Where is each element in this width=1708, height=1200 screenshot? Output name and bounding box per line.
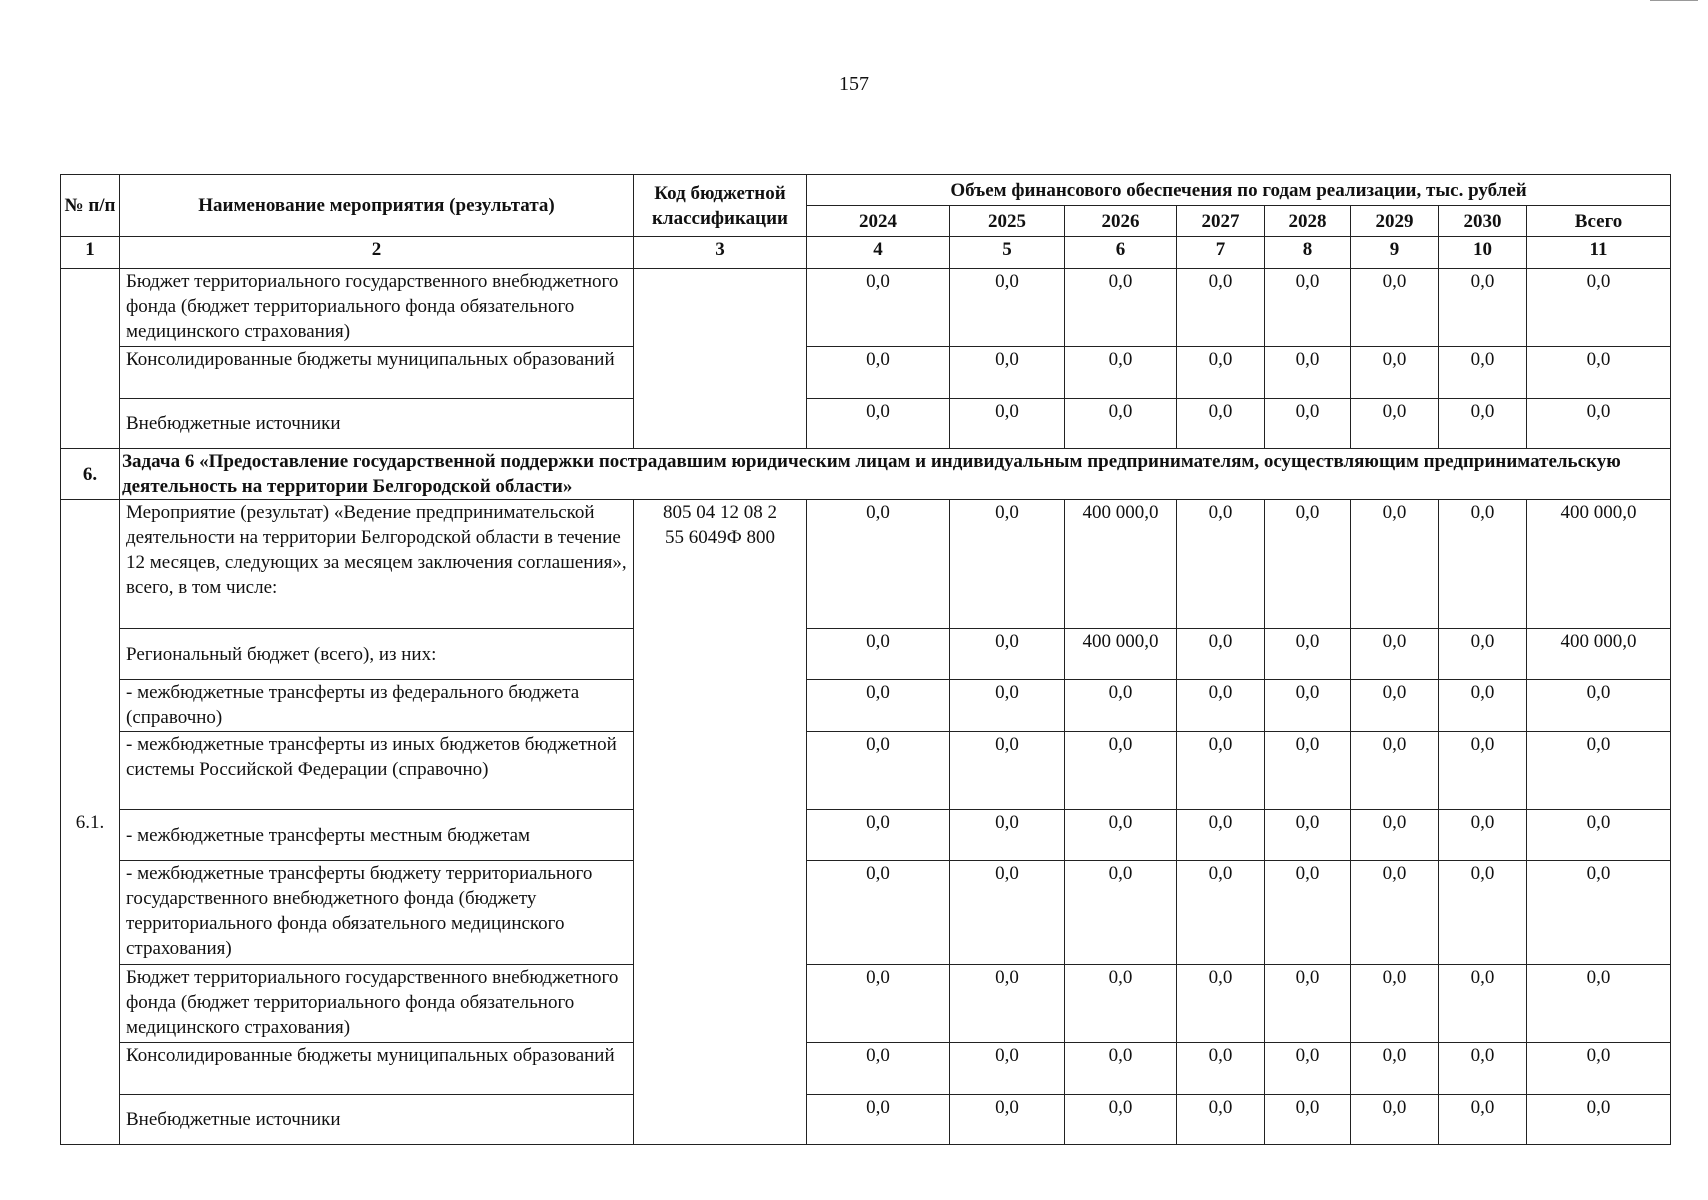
row-name: Внебюджетные источники xyxy=(120,399,634,449)
value-cell: 0,0 xyxy=(807,629,950,680)
table-row xyxy=(61,732,1671,810)
value-cell: 0,0 xyxy=(950,732,1065,810)
value-cell: 0,0 xyxy=(807,680,950,732)
value-cell: 0,0 xyxy=(1065,810,1177,861)
value-cell: 0,0 xyxy=(1439,965,1527,1043)
row-name: - межбюджетные трансферты из федерального бюджета (справочно) xyxy=(120,680,634,732)
value-cell: 0,0 xyxy=(1065,861,1177,965)
value-cell: 0,0 xyxy=(950,500,1065,629)
value-cell: 0,0 xyxy=(1527,1043,1671,1095)
value-cell: 0,0 xyxy=(1527,861,1671,965)
value-cell: 0,0 xyxy=(1351,1095,1439,1145)
value-cell: 0,0 xyxy=(1265,965,1351,1043)
value-cell: 0,0 xyxy=(950,680,1065,732)
value-cell: 0,0 xyxy=(807,861,950,965)
value-cell: 0,0 xyxy=(1527,810,1671,861)
column-number: 9 xyxy=(1351,237,1439,269)
value-cell: 0,0 xyxy=(950,347,1065,399)
header-year: 2030 xyxy=(1439,206,1527,237)
value-cell: 0,0 xyxy=(1265,347,1351,399)
value-cell: 0,0 xyxy=(1351,269,1439,347)
budget-table xyxy=(60,174,1671,1145)
table-row xyxy=(61,965,1671,1043)
value-cell: 0,0 xyxy=(1177,399,1265,449)
value-cell: 0,0 xyxy=(1439,810,1527,861)
value-cell: 0,0 xyxy=(950,629,1065,680)
value-cell: 0,0 xyxy=(1351,629,1439,680)
value-cell: 0,0 xyxy=(1351,1043,1439,1095)
value-cell: 0,0 xyxy=(807,732,950,810)
value-cell: 0,0 xyxy=(1177,965,1265,1043)
value-cell: 0,0 xyxy=(1265,399,1351,449)
value-cell: 0,0 xyxy=(1177,680,1265,732)
value-cell: 0,0 xyxy=(1351,965,1439,1043)
value-cell: 0,0 xyxy=(1177,347,1265,399)
value-cell: 0,0 xyxy=(1265,861,1351,965)
table-row xyxy=(61,1095,1671,1145)
value-cell: 0,0 xyxy=(950,861,1065,965)
column-number-row xyxy=(61,237,1671,269)
value-cell: 400 000,0 xyxy=(1065,629,1177,680)
row-name: Бюджет территориального государственного внебюджетного фонда (бюджет территориального фонда обязательного медицинского страхования) xyxy=(120,269,634,347)
task-number: 6. xyxy=(61,449,120,500)
table-row xyxy=(61,1043,1671,1095)
value-cell: 0,0 xyxy=(1177,629,1265,680)
column-number: 8 xyxy=(1265,237,1351,269)
value-cell: 0,0 xyxy=(950,1043,1065,1095)
header-year: 2026 xyxy=(1065,206,1177,237)
header-code: Код бюджетной классификации xyxy=(634,175,807,237)
value-cell: 0,0 xyxy=(1065,347,1177,399)
value-cell: 0,0 xyxy=(1527,1095,1671,1145)
value-cell: 0,0 xyxy=(1439,861,1527,965)
value-cell: 0,0 xyxy=(1177,861,1265,965)
table-row xyxy=(61,861,1671,965)
value-cell: 0,0 xyxy=(1439,1043,1527,1095)
value-cell: 0,0 xyxy=(1065,399,1177,449)
value-cell: 0,0 xyxy=(1439,629,1527,680)
value-cell: 0,0 xyxy=(1065,680,1177,732)
value-cell: 0,0 xyxy=(1439,1095,1527,1145)
column-number: 2 xyxy=(120,237,634,269)
value-cell: 0,0 xyxy=(1439,680,1527,732)
column-number: 11 xyxy=(1527,237,1671,269)
row-name: Консолидированные бюджеты муниципальных образований xyxy=(120,347,634,399)
value-cell: 0,0 xyxy=(1177,1043,1265,1095)
header-year: 2028 xyxy=(1265,206,1351,237)
value-cell: 0,0 xyxy=(807,269,950,347)
value-cell: 0,0 xyxy=(1351,347,1439,399)
table-row xyxy=(61,500,1671,629)
value-cell: 0,0 xyxy=(1177,732,1265,810)
header-row-1 xyxy=(61,175,1671,206)
table-row xyxy=(61,680,1671,732)
value-cell: 0,0 xyxy=(1351,732,1439,810)
value-cell: 0,0 xyxy=(1177,500,1265,629)
value-cell: 0,0 xyxy=(807,965,950,1043)
header-total: Всего xyxy=(1527,206,1671,237)
table-row xyxy=(61,810,1671,861)
row-name: Бюджет территориального государственного внебюджетного фонда (бюджет территориального фонда обязательного медицинского страхования) xyxy=(120,965,634,1043)
value-cell: 0,0 xyxy=(1265,269,1351,347)
value-cell: 0,0 xyxy=(807,1095,950,1145)
value-cell: 400 000,0 xyxy=(1527,629,1671,680)
value-cell: 0,0 xyxy=(807,810,950,861)
value-cell: 400 000,0 xyxy=(1065,500,1177,629)
value-cell: 0,0 xyxy=(1177,1095,1265,1145)
value-cell: 0,0 xyxy=(1527,965,1671,1043)
value-cell: 0,0 xyxy=(1439,269,1527,347)
corner-rule xyxy=(1650,0,1698,1)
value-cell: 0,0 xyxy=(1065,269,1177,347)
header-num: № п/п xyxy=(61,175,120,237)
header-volume: Объем финансового обеспечения по годам реализации, тыс. рублей xyxy=(807,175,1671,206)
task-title: Задача 6 «Предоставление государственной поддержки пострадавшим юридическим лицам и индивидуальным предпринимателям, осуществляющим предпринимательскую деятельность на территории Белгородской области» xyxy=(120,449,1671,500)
value-cell: 0,0 xyxy=(1351,861,1439,965)
value-cell: 0,0 xyxy=(950,1095,1065,1145)
column-number: 5 xyxy=(950,237,1065,269)
value-cell: 0,0 xyxy=(950,810,1065,861)
value-cell: 400 000,0 xyxy=(1527,500,1671,629)
value-cell: 0,0 xyxy=(1177,810,1265,861)
value-cell: 0,0 xyxy=(1265,1095,1351,1145)
page-number: 157 xyxy=(839,73,869,95)
value-cell: 0,0 xyxy=(1527,399,1671,449)
value-cell: 0,0 xyxy=(1439,500,1527,629)
header-year: 2024 xyxy=(807,206,950,237)
table-row xyxy=(61,399,1671,449)
value-cell: 0,0 xyxy=(1439,732,1527,810)
table-row xyxy=(61,269,1671,347)
value-cell: 0,0 xyxy=(1527,680,1671,732)
column-number: 7 xyxy=(1177,237,1265,269)
value-cell: 0,0 xyxy=(1065,732,1177,810)
row-name: - межбюджетные трансферты бюджету территориального государственного внебюджетного фонда (бюджету территориального фонда обязательного медицинского страхования) xyxy=(120,861,634,965)
column-number: 6 xyxy=(1065,237,1177,269)
value-cell: 0,0 xyxy=(950,269,1065,347)
value-cell: 0,0 xyxy=(1177,269,1265,347)
value-cell: 0,0 xyxy=(1065,1095,1177,1145)
value-cell: 0,0 xyxy=(1265,732,1351,810)
value-cell: 0,0 xyxy=(950,965,1065,1043)
value-cell: 0,0 xyxy=(1351,500,1439,629)
column-number: 1 xyxy=(61,237,120,269)
value-cell: 0,0 xyxy=(1527,732,1671,810)
row-code-empty xyxy=(634,269,807,449)
value-cell: 0,0 xyxy=(807,347,950,399)
value-cell: 0,0 xyxy=(1065,1043,1177,1095)
row-name: Консолидированные бюджеты муниципальных образований xyxy=(120,1043,634,1095)
value-cell: 0,0 xyxy=(1065,965,1177,1043)
column-number: 4 xyxy=(807,237,950,269)
table-row xyxy=(61,629,1671,680)
value-cell: 0,0 xyxy=(1439,399,1527,449)
row-name: Региональный бюджет (всего), из них: xyxy=(120,629,634,680)
row-index-empty xyxy=(61,269,120,449)
value-cell: 0,0 xyxy=(1265,500,1351,629)
task-row xyxy=(61,449,1671,500)
value-cell: 0,0 xyxy=(1527,269,1671,347)
measure-number: 6.1. xyxy=(61,500,120,1145)
value-cell: 0,0 xyxy=(807,399,950,449)
value-cell: 0,0 xyxy=(807,1043,950,1095)
value-cell: 0,0 xyxy=(1439,347,1527,399)
row-name: Внебюджетные источники xyxy=(120,1095,634,1145)
column-number: 10 xyxy=(1439,237,1527,269)
value-cell: 0,0 xyxy=(1265,629,1351,680)
value-cell: 0,0 xyxy=(1265,810,1351,861)
budget-classification-code: 805 04 12 08 2 55 6049Ф 800 xyxy=(634,500,807,1145)
column-number: 3 xyxy=(634,237,807,269)
header-year: 2027 xyxy=(1177,206,1265,237)
value-cell: 0,0 xyxy=(1265,680,1351,732)
value-cell: 0,0 xyxy=(1351,399,1439,449)
table-row xyxy=(61,347,1671,399)
value-cell: 0,0 xyxy=(1527,347,1671,399)
value-cell: 0,0 xyxy=(1351,680,1439,732)
value-cell: 0,0 xyxy=(807,500,950,629)
row-name: - межбюджетные трансферты из иных бюджетов бюджетной системы Российской Федерации (справочно) xyxy=(120,732,634,810)
header-year: 2029 xyxy=(1351,206,1439,237)
row-name: Мероприятие (результат) «Ведение предпринимательской деятельности на территории Белгородской области в течение 12 месяцев, следующих за месяцем заключения соглашения», всего, в том числе: xyxy=(120,500,634,629)
header-name: Наименование мероприятия (результата) xyxy=(120,175,634,237)
value-cell: 0,0 xyxy=(1351,810,1439,861)
value-cell: 0,0 xyxy=(1265,1043,1351,1095)
value-cell: 0,0 xyxy=(950,399,1065,449)
header-year: 2025 xyxy=(950,206,1065,237)
row-name: - межбюджетные трансферты местным бюджетам xyxy=(120,810,634,861)
